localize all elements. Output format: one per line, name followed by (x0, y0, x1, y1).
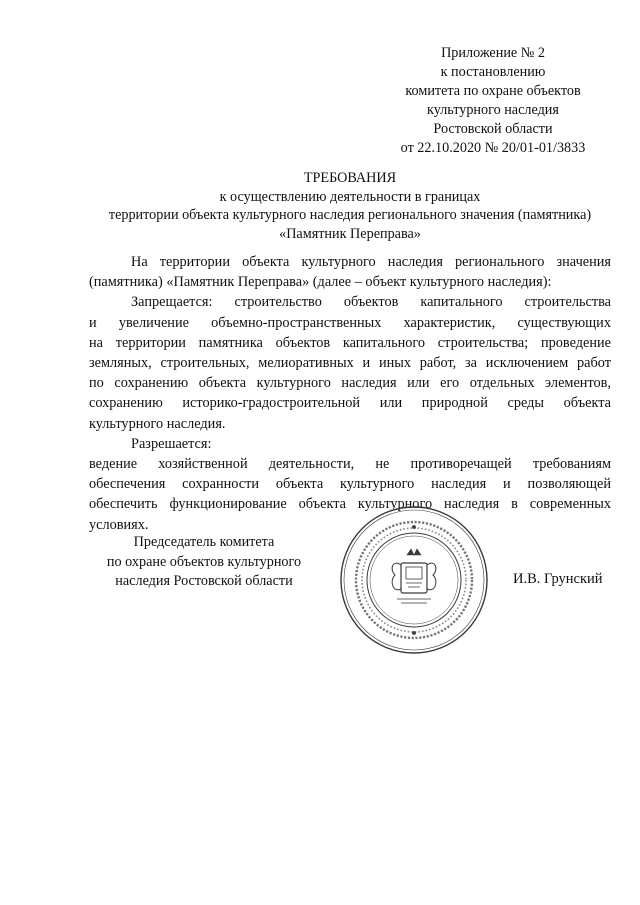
appendix-line: Приложение № 2 (441, 45, 545, 61)
prohibited-line: на территории памятника объектов капитального строительства; проведение (89, 334, 611, 351)
prohibited-label: Запрещается: (131, 294, 213, 311)
title-heading: ТРЕБОВАНИЯ (303, 170, 397, 186)
permitted-label: Разрешается: (131, 435, 212, 452)
permitted-line: обеспечения сохранности объекта культурного наследия и позволяющей (89, 476, 611, 493)
prohibited-line: культурного наследия. (89, 415, 226, 432)
title-line: территории объекта культурного наследия регионального значения (памятника) (108, 207, 592, 223)
appendix-line: культурного наследия (427, 102, 559, 118)
document-title (60, 169, 640, 243)
prohibited-line: по сохранению объекта культурного наследия или его отдельных элементов, (89, 375, 611, 392)
intro-line: На территории объекта культурного наследия регионального значения (131, 254, 611, 270)
permitted-line: ведение хозяйственной деятельности, не противоречащей требованиям (89, 456, 611, 473)
prohibited-line: и увеличение объемно-пространственных характеристик, существующих (89, 314, 611, 331)
intro-line: (памятника) «Памятник Переправа» (далее – объект культурного наследия): (89, 274, 552, 291)
appendix-line: к постановлению (440, 64, 546, 80)
document-body (89, 252, 611, 535)
signatory-position (96, 533, 312, 592)
position-line: наследия Ростовской области (115, 573, 293, 589)
title-line: к осуществлению деятельности в границах (219, 188, 481, 205)
prohibited-line: сохранению историко-градостроительной или природной среды объекта (89, 395, 611, 412)
appendix-line: от 22.10.2020 № 20/01-01/3833 (400, 140, 586, 156)
permitted-line: условиях. (89, 516, 149, 533)
appendix-header (388, 44, 598, 158)
appendix-line: комитета по охране объектов (405, 83, 581, 99)
position-line: Председатель комитета (133, 534, 275, 550)
prohibited-first-line (89, 292, 611, 312)
permitted-line: обеспечить функционирование объекта культурного наследия в современных (89, 496, 611, 513)
appendix-line: Ростовской области (433, 121, 553, 137)
signatory-name: И.В. Грунский (513, 571, 603, 587)
prohibited-line: строительство объектов капитального строительства (234, 294, 611, 311)
official-seal-icon (337, 503, 491, 657)
position-line: по охране объектов культурного (106, 553, 302, 570)
title-line: «Памятник Переправа» (279, 225, 421, 242)
prohibited-line: земляных, строительных, мелиоративных и иных работ, за исключением работ (89, 355, 611, 372)
